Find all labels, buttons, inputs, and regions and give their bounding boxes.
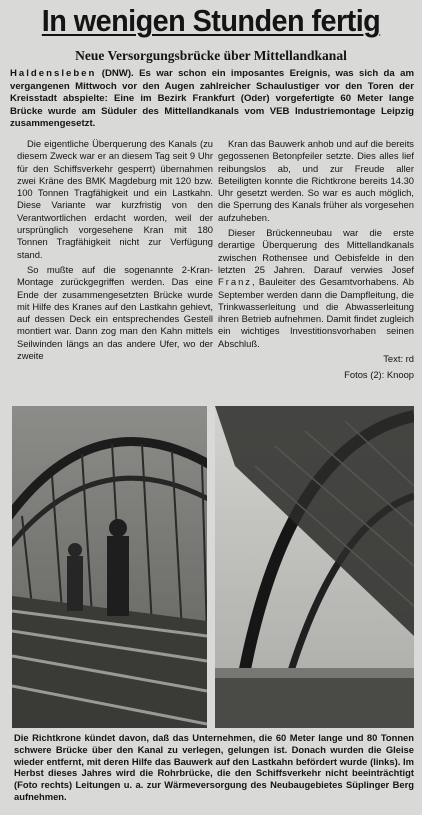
lead-text: (DNW). Es war schon ein imposantes Ereignis, was sich da am vergangenen Mittwoch vor den Augen zahlreicher Schaulustiger vor den Toren der Kreisstadt abspielte: Eine im Bezirk Frankfurt (Oder) vorgefertigte 60 Meter lange Brücke wurde am Süduler des Mittellandkanals vom VEB Industriemontage Leipzig zusammengesetzt. (10, 68, 414, 129)
headline: In wenigen Stunden fertig (41, 3, 381, 38)
right-paragraph-2-end: , Bauleiter des Gesamtvorhabens. Ab September werden dann die Dampfleitung, die Trinkwasserleitung und die Abwasserleitung ihren Betrieb aufnehmen. Damit findet zugleich ein wichtiges Investitionsvorhaben seinen Abschluß. (218, 276, 414, 349)
credit-photos: Fotos (2): Knoop (344, 368, 414, 380)
photo-pipe-bridge (215, 406, 414, 728)
photo-bridge-on-barge (12, 406, 207, 728)
right-column (218, 138, 414, 384)
credit-text: Text: rd (383, 353, 414, 365)
left-paragraph-1: Die eigentliche Überquerung des Kanals (zu diesem Zweck war er an diesem Tag seit 9 Uhr für den Schiffsverkehr gesperrt) übernahmen zwei Kräne des BMK Magdeburg mit 120 bzw. 100 Tonnen Tragfähigkeit und ein Lastkahn. Diese Variante war kurzfristig von den Verantwortlichen erdacht worden, weil der ursprünglich vorgesehene Kran mit 180 Tonnen Tragfähigkeit nicht zur Verfügung stand. (17, 138, 213, 260)
subheadline: Neue Versorgungsbrücke über Mittellandkanal (75, 48, 347, 63)
photo-caption: Die Richtkrone kündet davon, daß das Unternehmen, die 60 Meter lange und 80 Tonnen schwere Brücke über den Kanal zu verlegen, gelungen ist. Donach wurden die Gleise wieder entfernt, mit deren Hilfe das Bauwerk auf den Lastkahn befördert wurde (links). Im Herbst dieses Jahres wird die Rohrbrücke, die den Schiffsverkehr nicht beeinträchtigt (Foto rechts) Leitungen u. a. zur Wärmeversorgung des Neubaugebietes Süplinger Berg aufnehmen. (14, 732, 414, 802)
lead-paragraph (10, 68, 414, 131)
photo-pipe-bridge-image (215, 406, 414, 728)
photo-bridge-on-barge-image (12, 406, 207, 728)
person-name: Franz (218, 276, 252, 288)
lead-dateline: Haldensleben (10, 68, 97, 79)
left-paragraph-2: So mußte auf die sogenannte 2-Kran-Montage zurückgegriffen werden. Das eine Ende der zusammengesetzten Brücke wurde mit Hilfe des Kranes auf den Lastkahn gehievt, auf dessen Deck ein entsprechendes Gestell montiert war. Dann zog man den Kahn mittels Seilwinden längs an das andere Ufer, wo der zweite (17, 263, 213, 362)
right-paragraph-1: Kran das Bauwerk anhob und auf die bereits gegossenen Betonpfeiler setzte. Dies alles lief reibungslos ab, und zur Freude aller Beteiligten konnte die Richtkrone bereits 14.30 Uhr gesetzt werden. So war es auch möglich, die Sperrung des Kanals früher als vorgesehen aufzuheben. (218, 138, 414, 223)
left-column (17, 138, 213, 365)
right-paragraph-2 (218, 227, 414, 350)
photo-row (12, 406, 414, 728)
right-paragraph-2-start: Dieser Brückenneubau war die erste derartige Überquerung des Mittellandkanals zwischen Rothensee und Oebisfelde in den letzten 25 Jahren. Darauf verwies Josef (218, 227, 414, 275)
